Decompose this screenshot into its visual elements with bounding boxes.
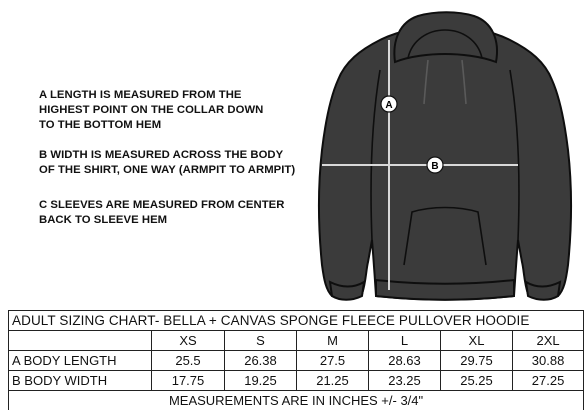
hoodie-body [319,26,571,300]
table-cell: 30.88 [513,351,584,371]
hoodie-illustration [300,0,585,305]
hoodie-diagram [300,0,585,305]
table-cell: 26.38 [225,351,297,371]
note-line: BACK TO SLEEVE HEM [39,214,168,226]
note-line: HIGHEST POINT ON THE COLLAR DOWN [39,104,264,116]
row-label: A BODY LENGTH [9,351,152,371]
table-cell: 25.25 [441,371,513,391]
note-line: TO THE BOTTOM HEM [39,119,162,131]
table-cell: 27.25 [513,371,584,391]
size-header: S [225,331,297,351]
table-cell: 23.25 [369,371,441,391]
size-header: 2XL [513,331,584,351]
size-header: M [297,331,369,351]
table-row [9,371,584,391]
table-cell: 19.25 [225,371,297,391]
note-line: C SLEEVES ARE MEASURED FROM CENTER [39,199,285,211]
table-cell: 25.5 [152,351,225,371]
note-line: A LENGTH IS MEASURED FROM THE [39,89,242,101]
table-cell: 21.25 [297,371,369,391]
measurement-notes [0,0,330,300]
note-line: B WIDTH IS MEASURED ACROSS THE BODY [39,149,284,161]
size-chart-table [8,310,584,410]
note-line: OF THE SHIRT, ONE WAY (ARMPIT TO ARMPIT) [39,164,296,176]
note-length [39,88,329,133]
table-cell: 28.63 [369,351,441,371]
measurement-footnote: MEASUREMENTS ARE IN INCHES +/- 3/4" [9,391,584,411]
note-sleeve [39,198,329,228]
table-header-row [9,331,584,351]
chart-title: ADULT SIZING CHART- BELLA + CANVAS SPONGE FLEECE PULLOVER HOODIE [9,311,584,331]
row-label: B BODY WIDTH [9,371,152,391]
table-row [9,351,584,371]
table-title-row [9,311,584,331]
size-header: XL [441,331,513,351]
marker-a-label: A [385,100,393,111]
table-footer-row [9,391,584,411]
waistband [376,280,514,300]
table-cell: 29.75 [441,351,513,371]
size-header: L [369,331,441,351]
note-width [39,148,329,178]
marker-b-label: B [431,161,439,172]
table-cell: 27.5 [297,351,369,371]
header-empty-cell [9,331,152,351]
table-cell: 17.75 [152,371,225,391]
size-header: XS [152,331,225,351]
